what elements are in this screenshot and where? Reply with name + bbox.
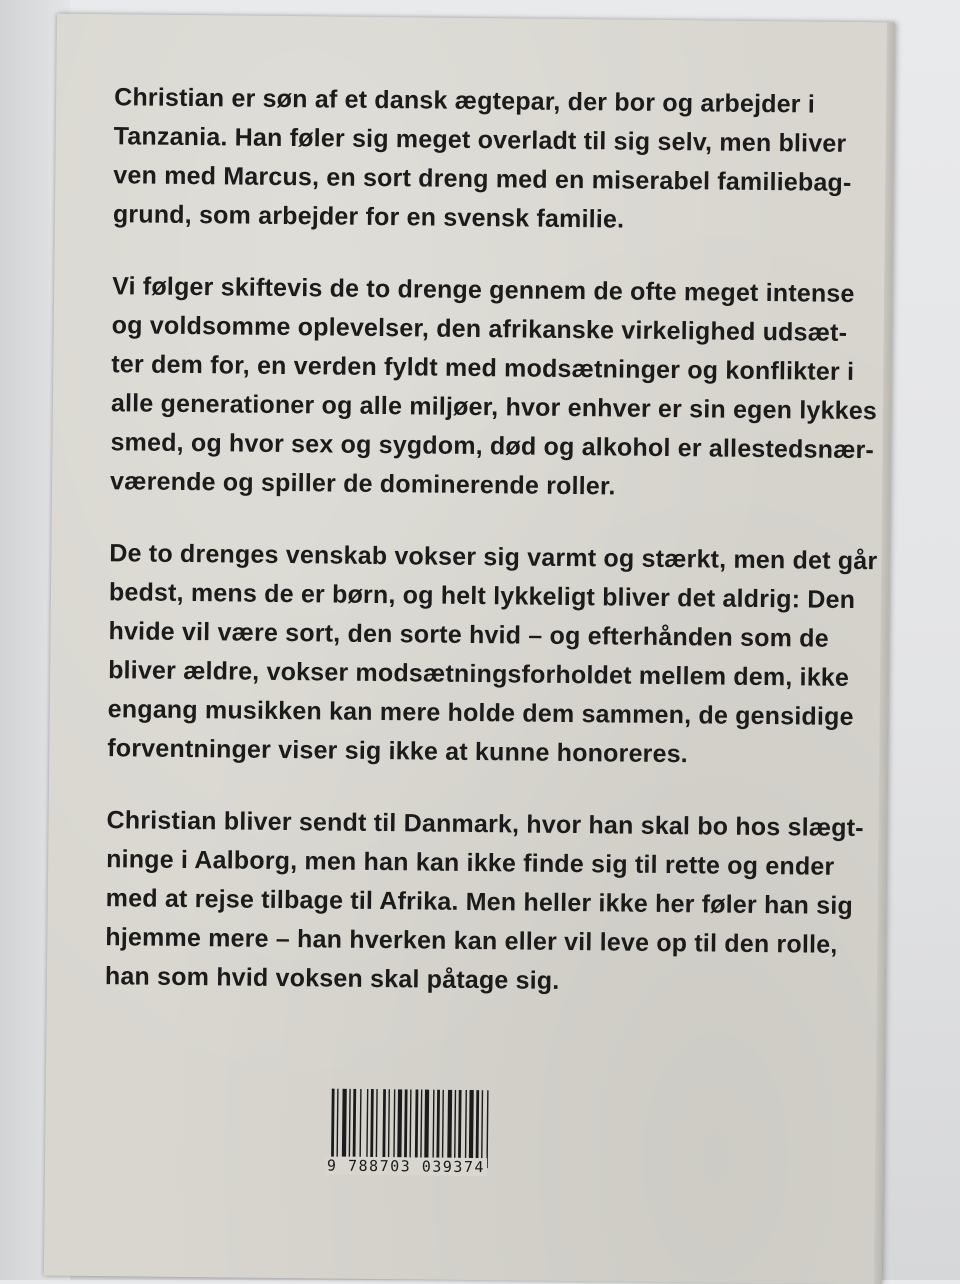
text-line: Vi følger skiftevis de to drenge gennem de ofte meget intense bbox=[112, 272, 855, 308]
barcode-bar bbox=[353, 1089, 357, 1157]
barcode-bar bbox=[458, 1090, 462, 1158]
text-line: Christian bliver sendt til Danmark, hvor han skal bo hos slægt- bbox=[106, 806, 864, 843]
blurb-text bbox=[104, 78, 878, 1037]
paragraph-2 bbox=[109, 267, 878, 509]
book-back-cover bbox=[44, 14, 895, 1284]
barcode-bar bbox=[336, 1089, 338, 1167]
barcode-bar bbox=[447, 1090, 452, 1158]
text-line: grund, som arbejder for en svensk familie. bbox=[112, 200, 625, 234]
barcode-bar bbox=[359, 1089, 361, 1157]
barcode-bar bbox=[436, 1090, 440, 1158]
text-line: og voldsomme oplevelser, den afrikanske virkelighed udsæt- bbox=[111, 311, 848, 347]
barcode-bar bbox=[388, 1089, 390, 1157]
text-line: hvide vil være sort, den sorte hvid – og efterhånden som de bbox=[108, 617, 829, 653]
barcode-bar bbox=[382, 1089, 386, 1157]
barcode-bar bbox=[397, 1089, 402, 1157]
text-line: Tanzania. Han føler sig meget overladt til sig selv, men bliver bbox=[113, 122, 847, 158]
paragraph-3 bbox=[107, 534, 878, 776]
barcode-bar bbox=[486, 1090, 488, 1168]
barcode-bar bbox=[366, 1089, 368, 1157]
barcode-bar bbox=[349, 1089, 351, 1157]
barcode-bar bbox=[376, 1089, 378, 1157]
text-line: ter dem for, en verden fyldt med modsætninger og konflikter i bbox=[111, 350, 855, 386]
barcode-bar bbox=[442, 1090, 444, 1158]
barcode-bar bbox=[409, 1089, 411, 1167]
text-line: engang musikken kan mere holde dem sammen, de gensidige bbox=[107, 695, 854, 731]
barcode-bar bbox=[469, 1090, 474, 1158]
text-line: De to drenges venskab vokser sig varmt og stærkt, men det går bbox=[109, 539, 878, 576]
barcode-bar bbox=[432, 1090, 434, 1158]
barcode-bar bbox=[476, 1090, 480, 1158]
text-line: forventninger viser sig ikke at kunne honoreres. bbox=[107, 734, 689, 769]
barcode-bar bbox=[342, 1089, 347, 1157]
text-line: med at rejse tilbage til Afrika. Men heller ikke her føler han sig bbox=[105, 884, 854, 920]
text-line: hjemme mere – han hverken kan eller vil leve op til den rolle, bbox=[105, 923, 838, 959]
text-line: Christian er søn af et dansk ægtepar, der bor og arbejder i bbox=[114, 83, 816, 119]
text-line: bedst, mens de er børn, og helt lykkeligt bliver det aldrig: Den bbox=[108, 578, 856, 615]
isbn-number: 9 788703 039374 bbox=[326, 1156, 486, 1177]
barcode-bar bbox=[424, 1090, 429, 1158]
text-line: ninge i Aalborg, men han kan ikke finde sig til rette og ender bbox=[106, 845, 835, 881]
text-line: alle generationer og alle miljøer, hvor enhver er sin egen lykkes bbox=[110, 389, 878, 426]
paragraph-4 bbox=[104, 801, 864, 1004]
text-line: bliver ældre, vokser modsætningsforholdet mellem dem, ikke bbox=[108, 656, 850, 692]
barcode-bar bbox=[415, 1089, 419, 1167]
text-line: værende og spiller de dominerende roller. bbox=[109, 467, 616, 501]
barcode-bar bbox=[465, 1090, 467, 1158]
paragraph-1 bbox=[112, 78, 852, 242]
text-line: han som hvid voksen skal påtage sig. bbox=[104, 962, 560, 995]
barcode-bar bbox=[370, 1089, 374, 1157]
barcode-bar bbox=[454, 1090, 456, 1158]
text-line: ven med Marcus, en sort dreng med en miserabel familiebag- bbox=[113, 161, 852, 197]
barcode-bar bbox=[404, 1089, 408, 1157]
book-page-edge bbox=[874, 22, 895, 1284]
text-line: smed, og hvor sex og sygdom, død og alkohol er allestedsnær- bbox=[110, 428, 875, 465]
barcode-bar bbox=[420, 1089, 422, 1157]
barcode-bar bbox=[393, 1089, 395, 1157]
barcode-bar bbox=[331, 1089, 335, 1167]
barcode-bar bbox=[481, 1090, 483, 1168]
